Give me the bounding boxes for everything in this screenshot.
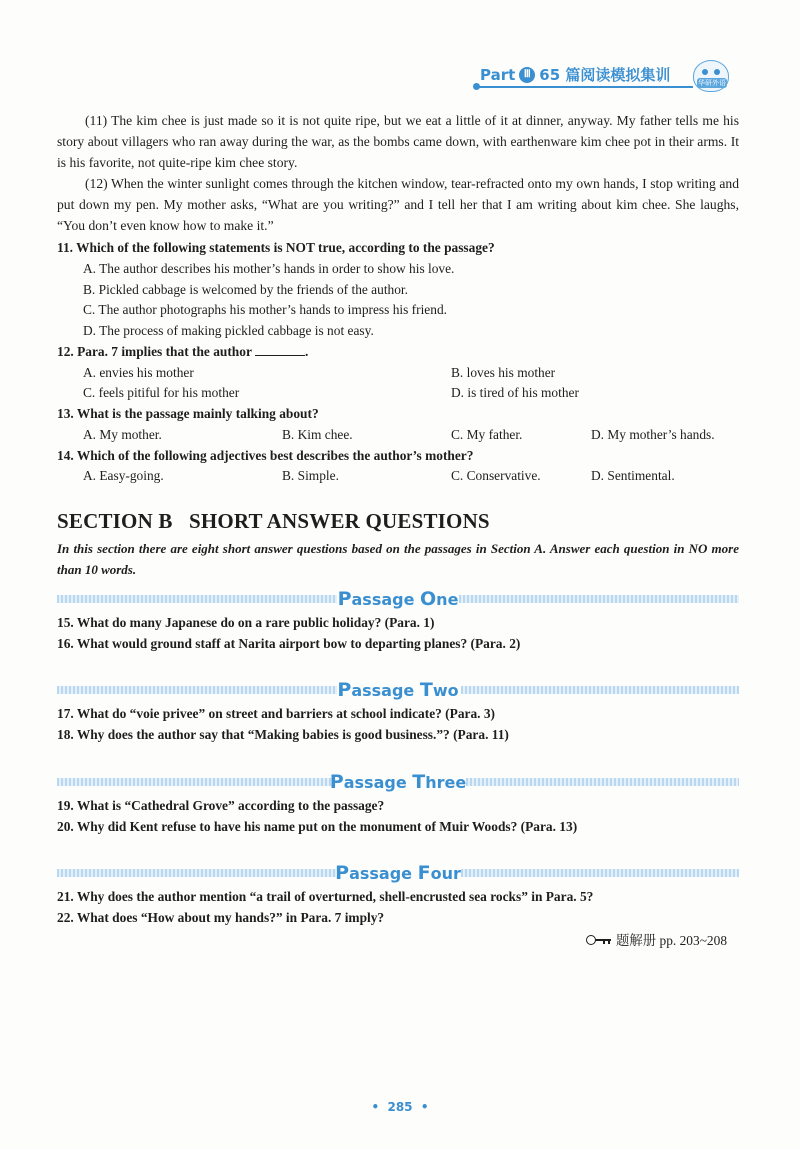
answer-key-pages: 题解册 pp. 203~208 bbox=[616, 933, 728, 948]
question-11-option-c: C. The author photographs his mother’s hands to impress his friend. bbox=[83, 302, 447, 317]
question-13-stem: 13. What is the passage mainly talking about? bbox=[57, 406, 319, 421]
question-11-option-b: B. Pickled cabbage is welcomed by the friends of the author. bbox=[83, 282, 409, 297]
question-13-option-a: A. My mother. bbox=[83, 427, 162, 442]
key-icon bbox=[586, 935, 612, 945]
mascot-eye-icon bbox=[702, 69, 708, 75]
question-11-stem: 11. Which of the following statements is NOT true, according to the passage? bbox=[57, 240, 495, 255]
section-b-instructions: In this section there are eight short answer questions based on the passages in Section A. Answer each question in NO more than 10 words. bbox=[57, 541, 739, 577]
question-12-option-d: D. is tired of his mother bbox=[451, 385, 579, 400]
header-title bbox=[480, 64, 670, 85]
passage-three-title: Passage Three bbox=[329, 771, 467, 793]
question-17: 17. What do “voie privee” on street and barriers at school indicate? (Para. 3) bbox=[57, 706, 496, 721]
paragraph-text: The kim chee is just made so it is not quite ripe, but we eat a little of it at dinner, anyway. My father tells me his story about villagers who ran away during the war, as the bombs came down, with earthenware kim chee pot in their arms. It is his favorite, not quite-ripe kim chee story. bbox=[57, 113, 739, 170]
question-22: 22. What does “How about my hands?” in Para. 7 imply? bbox=[57, 910, 385, 925]
answer-key-reference bbox=[586, 930, 727, 949]
question-21: 21. Why does the author mention “a trail of overturned, shell-encrusted sea rocks” in Para. 5? bbox=[57, 889, 594, 904]
question-20: 20. Why did Kent refuse to have his name put on the monument of Muir Woods? (Para. 13) bbox=[57, 819, 578, 834]
question-14-option-c: C. Conservative. bbox=[451, 468, 541, 483]
question-13-option-b: B. Kim chee. bbox=[282, 427, 353, 442]
question-12-stem-end: . bbox=[305, 344, 309, 359]
question-13-option-d: D. My mother’s hands. bbox=[591, 427, 715, 442]
header-book-title: 65 篇阅读模拟集训 bbox=[539, 66, 671, 84]
header-rule bbox=[478, 86, 693, 88]
paragraph-number: (12) bbox=[85, 176, 108, 191]
question-11-option-d: D. The process of making pickled cabbage is not easy. bbox=[83, 323, 374, 338]
passage-one-title: Passage One bbox=[337, 588, 459, 610]
header-part-label: Part bbox=[480, 65, 516, 84]
mascot-eye-icon bbox=[714, 69, 720, 75]
paragraph-11 bbox=[57, 110, 739, 173]
answer-blank bbox=[255, 344, 305, 356]
question-12-stem bbox=[57, 344, 308, 360]
page-header bbox=[0, 0, 800, 100]
passage-four-heading bbox=[57, 862, 739, 884]
question-14-stem: 14. Which of the following adjectives best describes the author’s mother? bbox=[57, 448, 474, 463]
paragraph-text: When the winter sunlight comes through the kitchen window, tear-refracted onto my own hands, I stop writing and put down my pen. My mother asks, “What are you writing?” and I tell her that I am writing about kim chee. She laughs, “You don’t even know how to make it.” bbox=[57, 176, 739, 233]
section-b-title: SECTION B SHORT ANSWER QUESTIONS bbox=[57, 509, 490, 533]
paragraph-12 bbox=[57, 173, 739, 236]
question-15: 15. What do many Japanese do on a rare public holiday? (Para. 1) bbox=[57, 615, 435, 630]
page-number: • 285 • bbox=[371, 1100, 429, 1114]
question-12-option-c: C. feels pitiful for his mother bbox=[83, 385, 240, 400]
paragraph-number: (11) bbox=[85, 113, 108, 128]
passage-four-title: Passage Four bbox=[335, 862, 461, 884]
passage-two-heading bbox=[57, 679, 739, 701]
question-12-stem-text: 12. Para. 7 implies that the author bbox=[57, 344, 252, 359]
part-numeral-badge: Ⅲ bbox=[519, 67, 535, 83]
question-12-option-a: A. envies his mother bbox=[83, 365, 194, 380]
question-14-option-a: A. Easy-going. bbox=[83, 468, 164, 483]
passage-two-title: Passage Two bbox=[337, 679, 459, 701]
question-12-option-b: B. loves his mother bbox=[451, 365, 556, 380]
mascot-label: 华研外语 bbox=[698, 79, 726, 87]
question-19: 19. What is “Cathedral Grove” according to the passage? bbox=[57, 798, 385, 813]
passage-one-heading bbox=[57, 588, 739, 610]
question-18: 18. Why does the author say that “Making babies is good business.”? (Para. 11) bbox=[57, 727, 509, 742]
question-11-option-a: A. The author describes his mother’s hands in order to show his love. bbox=[83, 261, 455, 276]
question-13-option-c: C. My father. bbox=[451, 427, 523, 442]
question-16: 16. What would ground staff at Narita airport bow to departing planes? (Para. 2) bbox=[57, 636, 521, 651]
question-14-option-b: B. Simple. bbox=[282, 468, 339, 483]
question-14-option-d: D. Sentimental. bbox=[591, 468, 675, 483]
passage-three-heading bbox=[57, 771, 739, 793]
